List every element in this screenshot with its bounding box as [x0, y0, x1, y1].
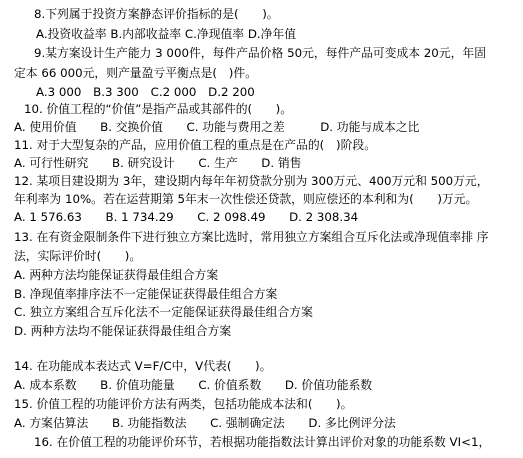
question-13-option-a: A. 两种方法均能保证获得最佳组合方案	[14, 268, 219, 282]
blank-spacer	[0, 341, 523, 355]
question-9-stem-cont: 定本 66 000元，则产量盈亏平衡点是( )件。	[14, 66, 257, 80]
question-13-stem-cont: 法，实际评价时( )。	[14, 249, 142, 263]
question-14-stem: 14. 在功能成本表达式 V=F/C中，V代表( )。	[14, 359, 272, 373]
question-10-options: A. 使用价值 B. 交换价值 C. 功能与费用之差 D. 功能与成本之比	[14, 120, 420, 134]
question-16-stem: 16. 在价值工程的功能评价环节，若根据功能指数法计算出评价对象的功能系数 VI<1，	[34, 435, 491, 449]
question-9-options: A.3 000 B.3 300 C.2 000 D.2 200	[36, 85, 255, 99]
question-15-stem: 15. 价值工程的功能评价方法有两类，包括功能成本法和( )。	[14, 397, 353, 411]
question-13-option-b: B. 净现值率排序法不一定能保证获得最佳组合方案	[14, 287, 278, 301]
question-8-stem: 8.下列属于投资方案静态评价指标的是( )。	[34, 7, 279, 21]
question-10-stem: 10. 价值工程的“价值”是指产品或其部件的( )。	[24, 102, 293, 116]
question-12-options: A. 1 576.63 B. 1 734.29 C. 2 098.49 D. 2 308.34	[14, 210, 359, 224]
question-15-options: A. 方案估算法 B. 功能指数法 C. 强制确定法 D. 多比例评分法	[14, 416, 396, 430]
question-11-stem: 11. 对于大型复杂的产品，应用价值工程的重点是在产品的( )阶段。	[14, 138, 377, 152]
question-14-options: A. 成本系数 B. 价值功能量 C. 价值系数 D. 价值功能系数	[14, 378, 373, 392]
question-9-stem: 9.某方案设计生产能力 3 000件，每件产品价格 50元，每件产品可变成本 20元，年固	[34, 46, 487, 60]
question-12-stem-cont: 年利率为 10%。若在运营期第 5年末一次性偿还贷款，则应偿还的本利和为( )万元。	[14, 192, 478, 206]
question-13-option-c: C. 独立方案组合互斥化法不一定能保证获得最佳组合方案	[14, 305, 313, 319]
question-8-options: A.投资收益率 B.内部收益率 C.净现值率 D.净年值	[36, 27, 297, 41]
question-12-stem: 12. 某项目建设期为 3年，建设期内每年年初贷款分别为 300万元、400万元和 500万元，	[14, 174, 489, 188]
question-13-option-d: D. 两种方法均不能保证获得最佳组合方案	[14, 324, 232, 338]
question-11-options: A. 可行性研究 B. 研究设计 C. 生产 D. 销售	[14, 156, 302, 170]
question-13-stem: 13. 在有资金限制条件下进行独立方案比选时，常用独立方案组合互斥化法或净现值率排 序	[14, 230, 489, 244]
